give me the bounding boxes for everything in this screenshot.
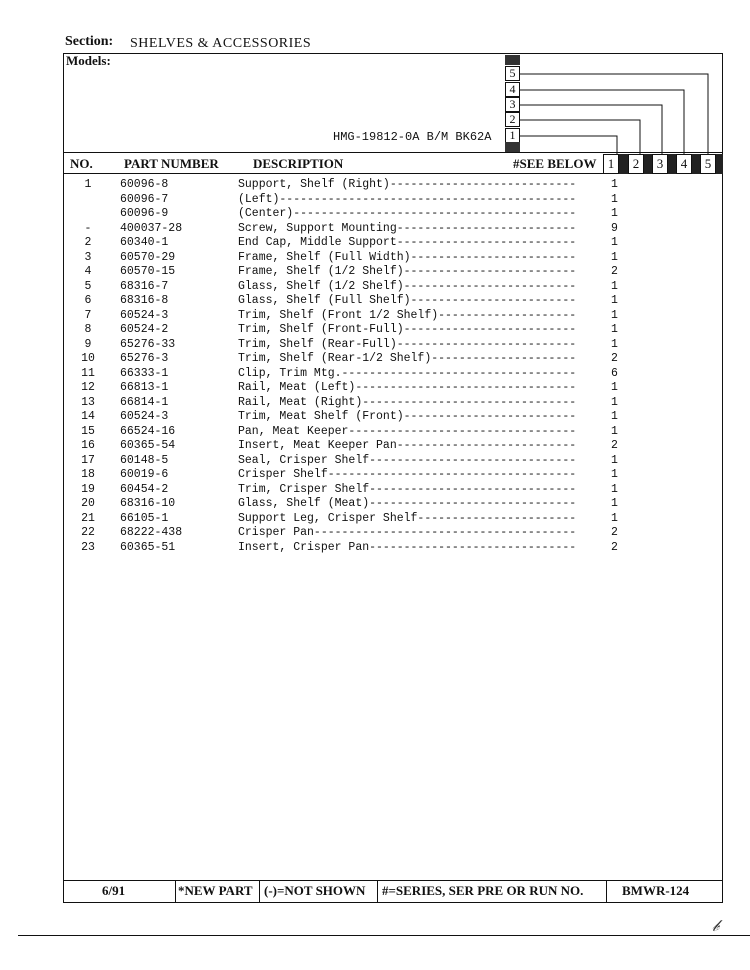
table-row bbox=[63, 483, 663, 498]
row-part-number: 60524-2 bbox=[120, 323, 169, 336]
row-part-number: 60365-54 bbox=[120, 439, 176, 452]
row-item-number: 8 bbox=[84, 323, 92, 336]
table-row bbox=[63, 309, 663, 324]
section-label: Section: bbox=[65, 34, 114, 49]
table-row bbox=[63, 526, 663, 541]
row-part-number: 66524-16 bbox=[120, 424, 176, 438]
series-box-1: 1 bbox=[505, 128, 520, 143]
row-description: Insert, Meat Keeper Pan-------------------------- bbox=[238, 439, 577, 452]
series-dark-mark bbox=[505, 142, 520, 152]
row-item-number: 21 bbox=[81, 511, 95, 525]
row-quantity: 1 bbox=[611, 250, 618, 264]
row-part-number: 60096-7 bbox=[120, 192, 169, 206]
row-quantity: 1 bbox=[611, 511, 618, 525]
row-item-number: 9 bbox=[84, 337, 92, 351]
row-description: Support, Shelf (Right)--------------------------- bbox=[238, 178, 577, 191]
series-box-4: 4 bbox=[505, 82, 520, 97]
footer-rule bbox=[63, 880, 723, 881]
footer-divider bbox=[606, 880, 607, 903]
row-quantity: 1 bbox=[611, 337, 618, 351]
footer-divider bbox=[377, 880, 378, 903]
row-item-number: - bbox=[84, 221, 92, 235]
row-description: Frame, Shelf (1/2 Shelf)------------------------- bbox=[238, 265, 577, 278]
row-description: Screw, Support Mounting-------------------------- bbox=[238, 221, 577, 235]
row-quantity: 1 bbox=[611, 308, 618, 322]
row-item-number: 15 bbox=[81, 424, 95, 438]
row-description: End Cap, Middle Support-------------------------- bbox=[238, 236, 577, 249]
models-label: Models: bbox=[66, 53, 111, 68]
row-part-number: 66105-1 bbox=[120, 511, 169, 525]
col-series-5: 5 bbox=[700, 154, 716, 174]
row-item-number: 22 bbox=[81, 526, 95, 539]
row-item-number: 12 bbox=[81, 381, 95, 394]
row-quantity: 1 bbox=[611, 236, 618, 249]
row-part-number: 60096-9 bbox=[120, 207, 169, 220]
row-item-number: 4 bbox=[84, 265, 92, 278]
row-description: Rail, Meat (Left)-------------------------------- bbox=[238, 381, 577, 394]
row-item-number: 17 bbox=[81, 453, 95, 467]
footer-date: 6/91 bbox=[102, 883, 126, 898]
col-series-4: 4 bbox=[676, 154, 692, 174]
row-item-number: 6 bbox=[84, 294, 92, 307]
footer-not-shown: (-)=NOT SHOWN bbox=[264, 883, 366, 898]
col-series-1: 1 bbox=[603, 154, 619, 174]
row-part-number: 68316-7 bbox=[120, 279, 169, 293]
section-title: SHELVES & ACCESSORIES bbox=[130, 36, 312, 51]
row-description: (Left)------------------------------------------- bbox=[238, 192, 577, 206]
col-header-part-number: PART NUMBER bbox=[124, 156, 219, 171]
series-box-3: 3 bbox=[505, 97, 520, 112]
col-header-description: DESCRIPTION bbox=[253, 156, 344, 171]
table-row bbox=[63, 541, 663, 556]
row-part-number: 68222-438 bbox=[120, 526, 183, 539]
row-quantity: 1 bbox=[611, 468, 618, 481]
row-part-number: 68316-10 bbox=[120, 497, 176, 510]
parts-list bbox=[63, 178, 663, 555]
row-part-number: 60365-51 bbox=[120, 540, 176, 554]
row-description: Support Leg, Crisper Shelf----------------------- bbox=[238, 511, 577, 525]
row-description: Trim, Shelf (Front-Full)------------------------- bbox=[238, 323, 577, 336]
row-quantity: 2 bbox=[611, 540, 618, 554]
row-description: Frame, Shelf (Full Width)------------------------ bbox=[238, 250, 577, 264]
row-item-number: 18 bbox=[81, 468, 95, 481]
row-quantity: 1 bbox=[611, 381, 618, 394]
row-description: Trim, Meat Shelf (Front)------------------------- bbox=[238, 410, 577, 423]
table-row bbox=[63, 439, 663, 454]
col-divider-mark bbox=[619, 154, 628, 174]
row-part-number: 60340-1 bbox=[120, 236, 169, 249]
table-row bbox=[63, 425, 663, 440]
row-part-number: 60019-6 bbox=[120, 468, 169, 481]
row-item-number: 1 bbox=[84, 178, 92, 191]
row-description: Crisper Pan-------------------------------------- bbox=[238, 526, 577, 539]
table-row bbox=[63, 294, 663, 309]
col-header-no: NO. bbox=[70, 156, 93, 171]
row-item-number: 16 bbox=[81, 439, 95, 452]
row-description: Trim, Crisper Shelf------------------------------ bbox=[238, 482, 577, 496]
table-row bbox=[63, 265, 663, 280]
row-quantity: 1 bbox=[611, 178, 618, 191]
row-quantity: 2 bbox=[611, 352, 618, 365]
bottom-rule bbox=[18, 935, 750, 936]
row-quantity: 6 bbox=[611, 366, 618, 380]
header-rule-top bbox=[63, 152, 723, 153]
table-row bbox=[63, 352, 663, 367]
row-item-number: 19 bbox=[81, 482, 95, 496]
row-description: Glass, Shelf (Full Shelf)------------------------ bbox=[238, 294, 577, 307]
table-row bbox=[63, 410, 663, 425]
table-row bbox=[63, 251, 663, 266]
model-name: HMG-19812-0A B/M BK62A bbox=[333, 130, 492, 144]
row-part-number: 60570-29 bbox=[120, 250, 176, 264]
col-header-see-below: #SEE BELOW bbox=[513, 156, 597, 171]
row-part-number: 66333-1 bbox=[120, 366, 169, 380]
row-item-number: 13 bbox=[81, 395, 95, 409]
row-part-number: 60524-3 bbox=[120, 410, 169, 423]
footer-doc-id: BMWR-124 bbox=[622, 883, 690, 898]
row-quantity: 1 bbox=[611, 453, 618, 467]
row-part-number: 60454-2 bbox=[120, 482, 169, 496]
row-part-number: 65276-3 bbox=[120, 352, 169, 365]
table-row bbox=[63, 367, 663, 382]
row-description: Rail, Meat (Right)------------------------------- bbox=[238, 395, 577, 409]
footer-new-part: *NEW PART bbox=[178, 883, 253, 898]
series-box-5: 5 bbox=[505, 66, 520, 81]
row-part-number: 60096-8 bbox=[120, 178, 169, 191]
table-row bbox=[63, 468, 663, 483]
footer-divider bbox=[175, 880, 176, 903]
row-item-number: 11 bbox=[81, 366, 95, 380]
table-row bbox=[63, 454, 663, 469]
table-row bbox=[63, 236, 663, 251]
row-item-number: 20 bbox=[81, 497, 95, 510]
table-row bbox=[63, 512, 663, 527]
row-quantity: 1 bbox=[611, 294, 618, 307]
row-description: (Center)----------------------------------------- bbox=[238, 207, 577, 220]
row-quantity: 1 bbox=[611, 424, 618, 438]
row-quantity: 1 bbox=[611, 410, 618, 423]
col-series-3: 3 bbox=[652, 154, 668, 174]
row-quantity: 2 bbox=[611, 265, 618, 278]
row-part-number: 60524-3 bbox=[120, 308, 169, 322]
row-quantity: 1 bbox=[611, 497, 618, 510]
table-row bbox=[63, 323, 663, 338]
row-part-number: 65276-33 bbox=[120, 337, 176, 351]
table-row bbox=[63, 338, 663, 353]
table-row bbox=[63, 497, 663, 512]
row-item-number: 14 bbox=[81, 410, 95, 423]
row-quantity: 1 bbox=[611, 323, 618, 336]
table-row bbox=[63, 381, 663, 396]
footer-series-note: #=SERIES, SER PRE OR RUN NO. bbox=[382, 883, 584, 898]
table-row bbox=[63, 396, 663, 411]
row-quantity: 1 bbox=[611, 482, 618, 496]
row-description: Seal, Crisper Shelf------------------------------ bbox=[238, 453, 577, 467]
row-description: Pan, Meat Keeper--------------------------------- bbox=[238, 424, 577, 438]
row-quantity: 2 bbox=[611, 439, 618, 452]
col-divider-mark bbox=[716, 154, 723, 174]
row-description: Clip, Trim Mtg.---------------------------------- bbox=[238, 366, 577, 380]
row-quantity: 9 bbox=[611, 221, 618, 235]
series-dark-mark bbox=[505, 55, 520, 65]
row-description: Trim, Shelf (Rear-Full)-------------------------- bbox=[238, 337, 577, 351]
footer-divider bbox=[259, 880, 260, 903]
row-item-number: 3 bbox=[84, 250, 92, 264]
table-row bbox=[63, 280, 663, 295]
row-quantity: 2 bbox=[611, 526, 618, 539]
series-box-2: 2 bbox=[505, 112, 520, 127]
table-row bbox=[63, 178, 663, 193]
row-part-number: 66813-1 bbox=[120, 381, 169, 394]
row-item-number: 2 bbox=[84, 236, 92, 249]
row-quantity: 1 bbox=[611, 207, 618, 220]
row-quantity: 1 bbox=[611, 395, 618, 409]
row-description: Crisper Shelf------------------------------------ bbox=[238, 468, 577, 481]
series-connector-lines bbox=[0, 0, 750, 180]
handwritten-mark: 𝒷 bbox=[712, 918, 719, 935]
row-description: Glass, Shelf (1/2 Shelf)------------------------- bbox=[238, 279, 577, 293]
row-description: Trim, Shelf (Rear-1/2 Shelf)--------------------- bbox=[238, 352, 577, 365]
table-row bbox=[63, 222, 663, 237]
row-description: Insert, Crisper Pan------------------------------ bbox=[238, 540, 577, 554]
table-row bbox=[63, 207, 663, 222]
row-item-number: 5 bbox=[84, 279, 92, 293]
row-description: Trim, Shelf (Front 1/2 Shelf)-------------------- bbox=[238, 308, 577, 322]
row-part-number: 66814-1 bbox=[120, 395, 169, 409]
row-quantity: 1 bbox=[611, 192, 618, 206]
row-part-number: 68316-8 bbox=[120, 294, 169, 307]
row-part-number: 60570-15 bbox=[120, 265, 176, 278]
row-description: Glass, Shelf (Meat)------------------------------ bbox=[238, 497, 577, 510]
row-quantity: 1 bbox=[611, 279, 618, 293]
row-item-number: 10 bbox=[81, 352, 95, 365]
table-row bbox=[63, 193, 663, 208]
row-part-number: 60148-5 bbox=[120, 453, 169, 467]
row-item-number: 7 bbox=[84, 308, 92, 322]
row-item-number: 23 bbox=[81, 540, 95, 554]
col-series-2: 2 bbox=[628, 154, 644, 174]
row-part-number: 400037-28 bbox=[120, 221, 183, 235]
